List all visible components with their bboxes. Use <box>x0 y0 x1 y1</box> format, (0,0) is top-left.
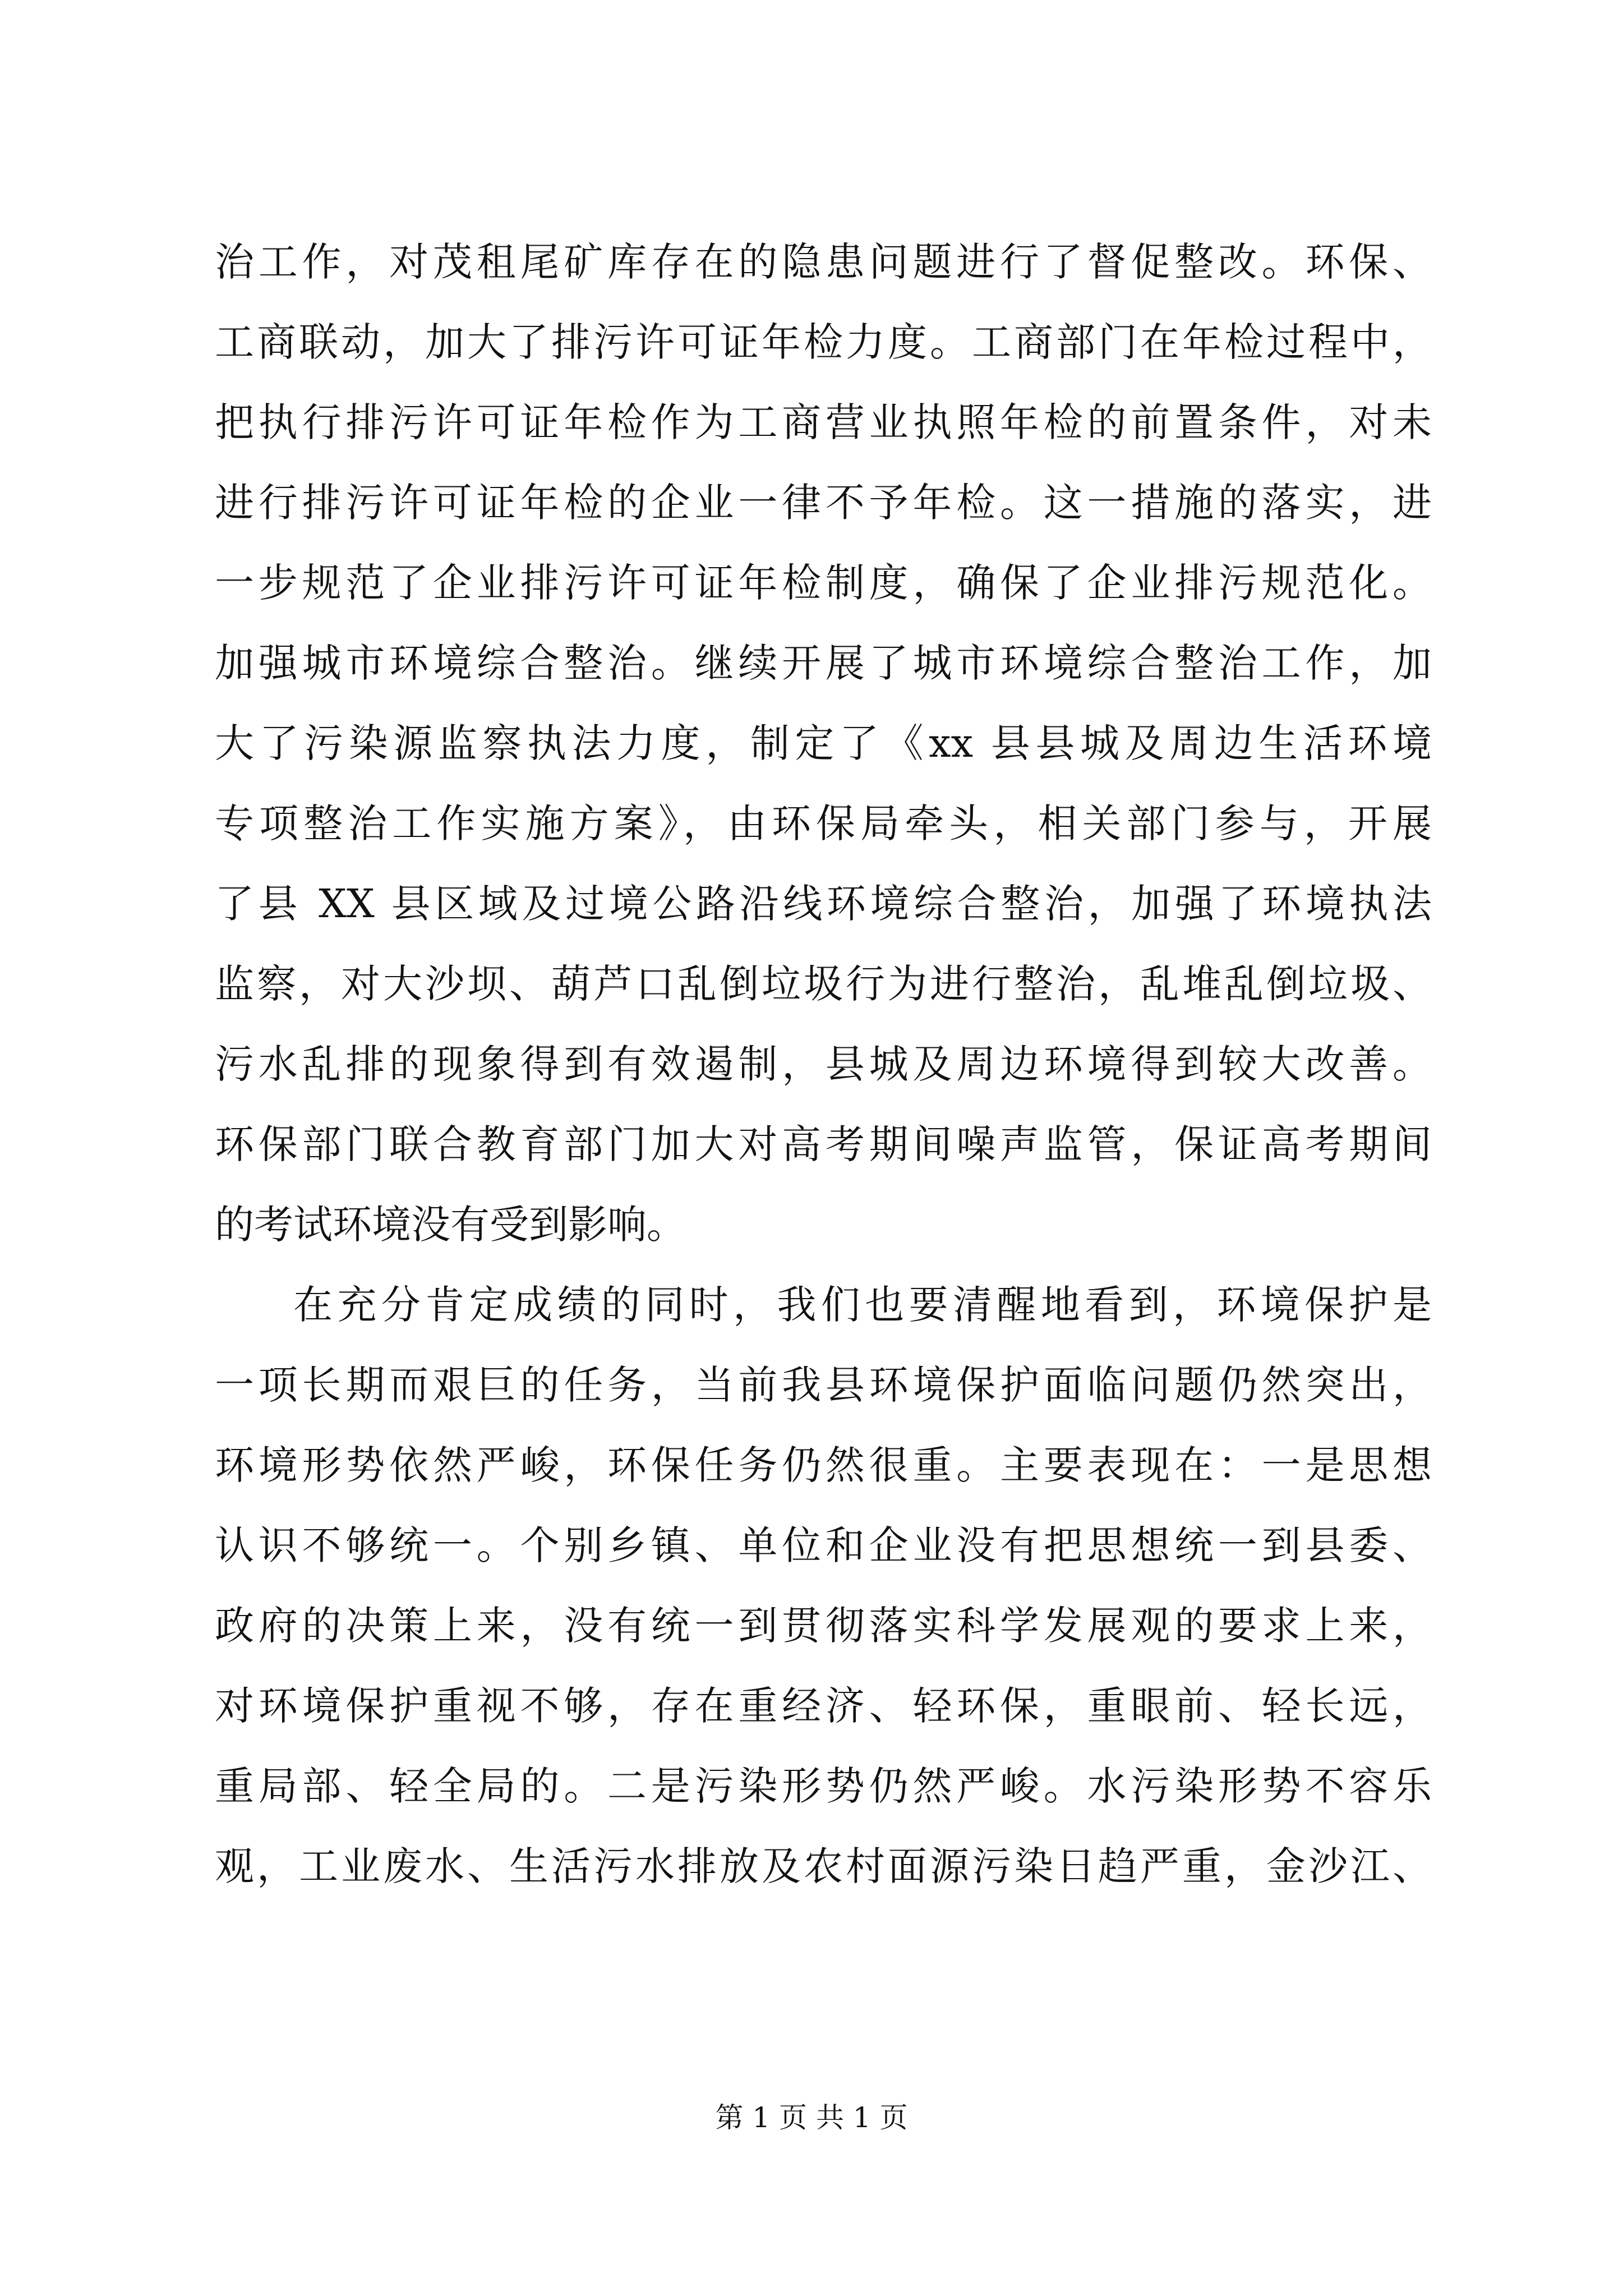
text-line: 环境形势依然严峻，环保任务仍然很重。主要表现在：一是思想 <box>215 1442 1432 1488</box>
text-line: 重局部、轻全局的。二是污染形势仍然严峻。水污染形势不容乐 <box>215 1763 1432 1809</box>
text-line: 专项整治工作实施方案》，由环保局牵头，相关部门参与，开展 <box>215 800 1432 846</box>
text-line: 把执行排污许可证年检作为工商营业执照年检的前置条件，对未 <box>215 399 1432 445</box>
text-line: 加强城市环境综合整治。继续开展了城市环境综合整治工作，加 <box>215 640 1432 686</box>
paragraph-1 <box>215 222 1432 1265</box>
text-line: 政府的决策上来，没有统一到贯彻落实科学发展观的要求上来， <box>215 1603 1432 1649</box>
text-line: 对环境保护重视不够，存在重经济、轻环保，重眼前、轻长远， <box>215 1683 1432 1729</box>
text-line: 的考试环境没有受到影响。 <box>215 1202 686 1248</box>
page-footer <box>0 2098 1623 2137</box>
text-line: 一项长期而艰巨的任务，当前我县环境保护面临问题仍然突出， <box>215 1362 1432 1408</box>
text-line: 监察，对大沙坝、葫芦口乱倒垃圾行为进行整治，乱堆乱倒垃圾、 <box>215 961 1432 1007</box>
text-line: 进行排污许可证年检的企业一律不予年检。这一措施的落实，进 <box>215 480 1432 526</box>
text-line: 大了污染源监察执法力度，制定了《xx 县县城及周边生活环境 <box>215 720 1432 766</box>
text-line: 工商联动，加大了排污许可证年检力度。工商部门在年检过程中， <box>215 319 1432 365</box>
text-line: 污水乱排的现象得到有效遏制，县城及周边环境得到较大改善。 <box>215 1041 1432 1087</box>
document-body <box>215 222 1432 1907</box>
text-line: 环保部门联合教育部门加大对高考期间噪声监管，保证高考期间 <box>215 1121 1432 1167</box>
text-line: 在充分肯定成绩的同时，我们也要清醒地看到，环境保护是 <box>293 1282 1432 1328</box>
page-number-label: 第 1 页 共 1 页 <box>715 2101 908 2134</box>
text-line: 了县 XX 县区域及过境公路沿线环境综合整治，加强了环境执法 <box>215 881 1432 927</box>
text-line: 认识不够统一。个别乡镇、单位和企业没有把思想统一到县委、 <box>215 1522 1432 1568</box>
text-line: 一步规范了企业排污许可证年检制度，确保了企业排污规范化。 <box>215 560 1432 606</box>
paragraph-2 <box>215 1265 1432 1907</box>
text-line: 观，工业废水、生活污水排放及农村面源污染日趋严重，金沙江、 <box>215 1843 1432 1889</box>
text-line: 治工作，对茂租尾矿库存在的隐患问题进行了督促整改。环保、 <box>215 239 1432 285</box>
